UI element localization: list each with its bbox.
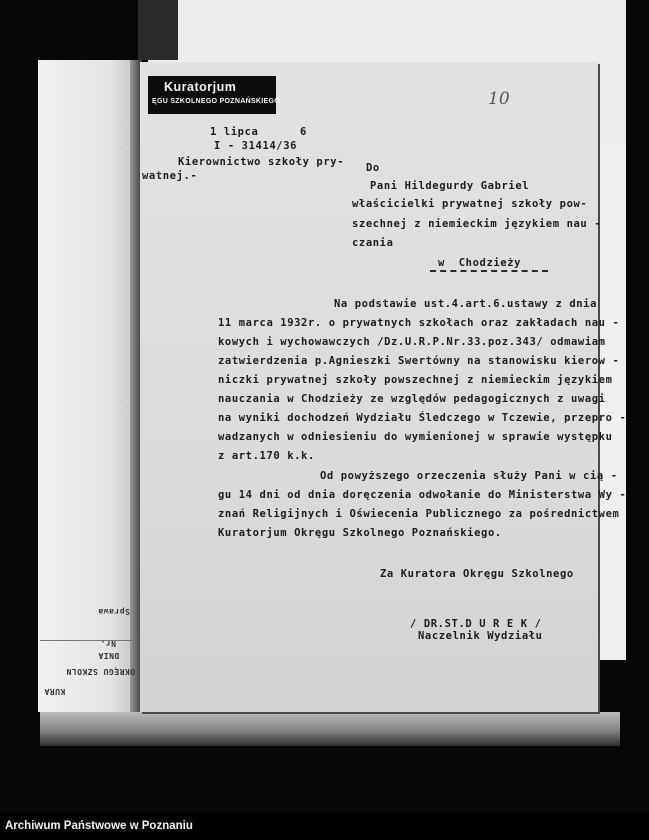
letterhead-title: Kuratorjum [164,80,237,94]
location-line: w Chodzieży [438,257,522,269]
paragraph-line: nauczania w Chodzieży ze względów pedagogicznych z uwagi [218,393,606,405]
paragraph-line: zatwierdzenia p.Agnieszki Swertówny na stanowisku kierow - [218,355,620,367]
signature-title: Naczelnik Wydziału [418,630,543,642]
paragraph-line: na wyniki dochodzeń Wydziału Śledczego w Tczewie, przepro - [218,412,627,424]
bottom-shadow [40,712,620,746]
folio-number: 10 [488,89,510,109]
paragraph-line: Na podstawie ust.4.art.6.ustawy z dnia [334,298,598,310]
signature-name: / DR.ST.D U R E K / [410,618,542,630]
office-stamp [40,607,136,711]
paragraph-line: znań Religijnych i Oświecenia Publicznego za pośrednictwem [218,508,620,520]
letterhead-subtitle: ĘGU SZKOLNEGO POZNAŃSKIEGO [152,98,280,105]
stamp-line: DNIA [98,651,120,660]
stamp-line: OKRĘGU SZKOLN [66,667,136,676]
paragraph-line: Od powyższego orzeczenia służy Pani w cią - [320,470,618,482]
reference-number: I - 31414/36 [214,140,298,152]
letterhead [148,76,280,114]
recipient-line: właścicielki prywatnej szkoły pow- [352,198,588,210]
paragraph-line: wadzanych w odniesieniu do wymienionej w sprawie występku [218,431,613,443]
underline-dashes [430,270,548,272]
paragraph-line: kowych i wychowawczych /Dz.U.R.P.Nr.33.poz.343/ odmawiam [218,336,606,348]
stamp-line: KURA [44,687,66,696]
folder-fold [138,0,178,60]
paragraph-line: 11 marca 1932r. o prywatnych szkołach oraz zakładach nau - [218,317,620,329]
paragraph-line: z art.170 k.k. [218,450,315,462]
letter-page [140,62,627,712]
subject-line: Kierownictwo szkoły pry- [178,156,345,168]
to-label: Do [366,162,380,174]
paragraph-line: Kuratorjum Okręgu Szkolnego Poznańskiego. [218,527,502,539]
closing-line: Za Kuratora Okręgu Szkolnego [380,568,574,580]
recipient-line: szechnej z niemieckim językiem nau - [352,218,602,230]
paragraph-line: gu 14 dni od dnia doręczenia odwołanie do Ministerstwa Wy - [218,489,627,501]
date-line: 1 lipca 6 [210,126,307,138]
stamp-line: Nr. [100,639,116,648]
paragraph-line: niczki prywatnej szkoły powszechnej z niemieckim językiem [218,374,613,386]
recipient-line: Pani Hildegurdy Gabriel [370,180,530,192]
subject-line: watnej.- [142,170,198,182]
archive-caption: Archiwum Państwowe w Poznaniu [0,812,649,840]
stamp-line: Sprawa [98,607,130,616]
recipient-line: czania [352,237,394,249]
